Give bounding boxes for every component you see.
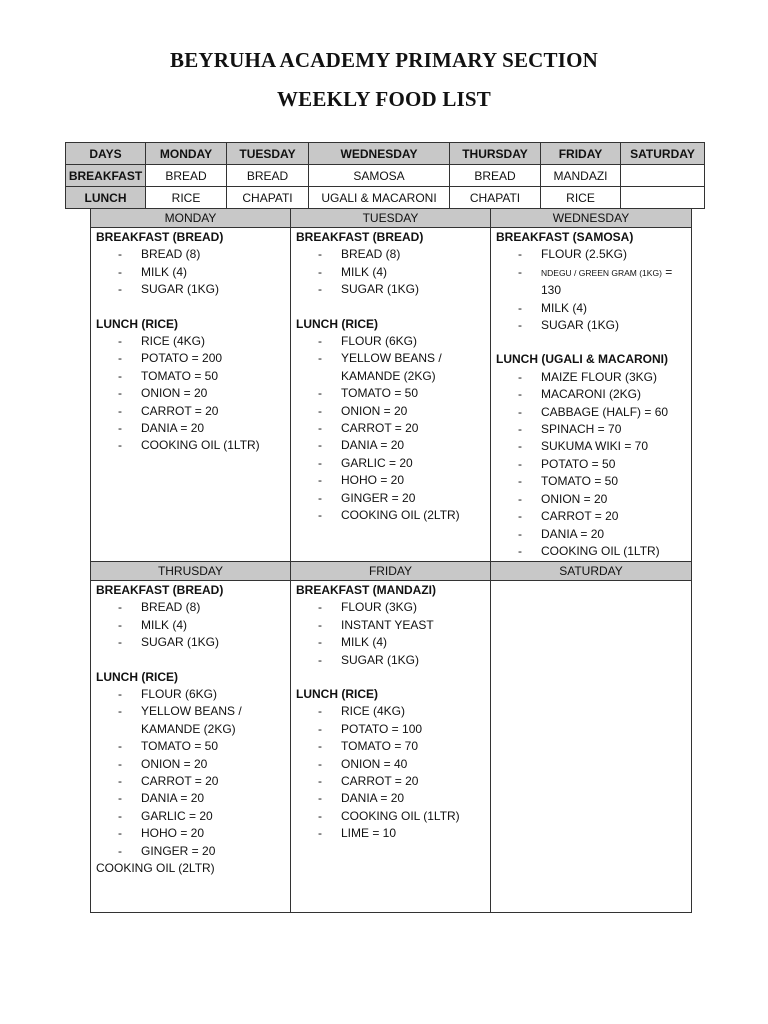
- list-item: - DANIA = 20: [96, 790, 285, 807]
- meal-title: BREAKFAST (BREAD): [296, 230, 424, 244]
- summary-breakfast-row: [66, 165, 705, 187]
- summary-lunch-row: [66, 187, 705, 209]
- list-item: - SUKUMA WIKI = 70: [496, 438, 686, 455]
- ingredient-list: [96, 599, 285, 651]
- summary-header-wednesday: WEDNESDAY: [309, 143, 450, 165]
- summary-cell: CHAPATI: [227, 187, 309, 209]
- list-item: - HOHO = 20: [96, 825, 285, 842]
- meal-title: LUNCH (UGALI & MACARONI): [496, 352, 668, 367]
- detail-header-row: [91, 209, 692, 228]
- wednesday-cell: [491, 228, 692, 562]
- summary-header-days: DAYS: [66, 143, 146, 165]
- list-item: - COOKING OIL (1LTR): [96, 437, 285, 454]
- list-item: - GINGER = 20: [296, 490, 485, 507]
- list-item: - YELLOW BEANS / KAMANDE (2KG): [296, 350, 485, 385]
- list-item: - TOMATO = 50: [496, 473, 686, 490]
- list-item: - COOKING OIL (2LTR): [296, 507, 485, 524]
- list-item: - FLOUR (6KG): [96, 686, 285, 703]
- summary-cell: MANDAZI: [541, 165, 621, 187]
- list-item: - MAIZE FLOUR (3KG): [496, 369, 686, 386]
- list-item: - POTATO = 200: [96, 350, 285, 367]
- list-item: - CABBAGE (HALF) = 60: [496, 404, 686, 421]
- list-item: - CARROT = 20: [96, 403, 285, 420]
- list-item: - LIME = 10: [296, 825, 485, 842]
- list-item: - COOKING OIL (1LTR): [296, 808, 485, 825]
- list-item: - BREAD (8): [296, 246, 485, 263]
- list-item: - HOHO = 20: [296, 472, 485, 489]
- ingredient-list: [296, 246, 485, 298]
- meal-title: LUNCH (RICE): [296, 316, 378, 331]
- list-item: - TOMATO = 50: [296, 385, 485, 402]
- day-header-thursday: THRUSDAY: [91, 562, 291, 581]
- tuesday-cell: [291, 228, 491, 562]
- summary-header-saturday: SATURDAY: [621, 143, 705, 165]
- ingredient-list: [496, 369, 686, 560]
- list-item: - DANIA = 20: [496, 526, 686, 543]
- meal-title: LUNCH (RICE): [96, 316, 178, 331]
- extra-ingredient: COOKING OIL (2LTR): [96, 861, 215, 876]
- list-item: - FLOUR (2.5KG): [496, 246, 686, 263]
- summary-cell: BREAD: [146, 165, 227, 187]
- weekly-summary-table: [65, 142, 705, 209]
- summary-cell: BREAD: [450, 165, 541, 187]
- detail-header-row: [91, 562, 692, 581]
- list-item: - ONION = 40: [296, 756, 485, 773]
- list-item: - SUGAR (1KG): [296, 652, 485, 669]
- list-item: - RICE (4KG): [296, 703, 485, 720]
- list-item: - MILK (4): [296, 264, 485, 281]
- list-item: - POTATO = 50: [496, 456, 686, 473]
- ingredient-list: [496, 246, 686, 334]
- list-item: - CARROT = 20: [296, 420, 485, 437]
- summary-row-label: LUNCH: [66, 187, 146, 209]
- meal-title: LUNCH (RICE): [296, 687, 378, 702]
- list-item: - SUGAR (1KG): [296, 281, 485, 298]
- summary-cell: RICE: [146, 187, 227, 209]
- summary-cell: [621, 187, 705, 209]
- list-item: - GARLIC = 20: [96, 808, 285, 825]
- friday-cell: [291, 581, 491, 913]
- meal-title: BREAKFAST (MANDAZI): [296, 583, 436, 597]
- day-header-friday: FRIDAY: [291, 562, 491, 581]
- list-item: - ONION = 20: [296, 403, 485, 420]
- document-title: BEYRUHA ACADEMY PRIMARY SECTION: [169, 48, 598, 72]
- detail-content-row: [91, 228, 692, 562]
- meal-title: BREAKFAST (BREAD): [96, 230, 224, 244]
- summary-header-row: [66, 143, 705, 165]
- daily-ingredients-table: [90, 208, 692, 913]
- list-item: [496, 264, 686, 300]
- list-item: - MILK (4): [496, 300, 686, 317]
- list-item: - GARLIC = 20: [296, 455, 485, 472]
- ingredient-list: [96, 333, 285, 455]
- list-item: - SUGAR (1KG): [96, 281, 285, 298]
- summary-cell: [621, 165, 705, 187]
- list-item: - BREAD (8): [96, 599, 285, 616]
- summary-header-friday: FRIDAY: [541, 143, 621, 165]
- ingredient-list: [96, 686, 285, 860]
- ingredient-list: [296, 703, 485, 842]
- list-item: - MILK (4): [96, 617, 285, 634]
- list-item: - COOKING OIL (1LTR): [496, 543, 686, 560]
- summary-header-tuesday: TUESDAY: [227, 143, 309, 165]
- list-item: - MILK (4): [296, 634, 485, 651]
- thursday-cell: [91, 581, 291, 913]
- list-item: - SPINACH = 70: [496, 421, 686, 438]
- list-item: - DANIA = 20: [96, 420, 285, 437]
- list-item: - TOMATO = 70: [296, 738, 485, 755]
- summary-header-monday: MONDAY: [146, 143, 227, 165]
- day-header-monday: MONDAY: [91, 209, 291, 228]
- green-gram-qty: = 130: [541, 264, 673, 298]
- list-item: - TOMATO = 50: [96, 368, 285, 385]
- day-header-saturday: SATURDAY: [491, 562, 692, 581]
- meal-title: LUNCH (RICE): [96, 669, 178, 684]
- summary-row-label: BREAKFAST: [66, 165, 146, 187]
- list-item: - POTATO = 100: [296, 721, 485, 738]
- ingredient-list: [296, 599, 485, 669]
- list-item: - TOMATO = 50: [96, 738, 285, 755]
- day-header-tuesday: TUESDAY: [291, 209, 491, 228]
- list-item: - DANIA = 20: [296, 437, 485, 454]
- list-item: - FLOUR (3KG): [296, 599, 485, 616]
- list-item: - CARROT = 20: [496, 508, 686, 525]
- document-subtitle: WEEKLY FOOD LIST: [276, 87, 492, 111]
- day-header-wednesday: WEDNESDAY: [491, 209, 692, 228]
- ingredient-list: [96, 246, 285, 298]
- green-gram-label: NDEGU / GREEN GRAM (1KG): [541, 267, 662, 278]
- list-item: - MACARONI (2KG): [496, 386, 686, 403]
- summary-cell: SAMOSA: [309, 165, 450, 187]
- list-item: - CARROT = 20: [296, 773, 485, 790]
- list-item: - RICE (4KG): [96, 333, 285, 350]
- list-item: - BREAD (8): [96, 246, 285, 263]
- list-item: - SUGAR (1KG): [496, 317, 686, 334]
- summary-header-thursday: THURSDAY: [450, 143, 541, 165]
- list-item: - INSTANT YEAST: [296, 617, 485, 634]
- list-item: - YELLOW BEANS / KAMANDE (2KG): [96, 703, 285, 738]
- summary-cell: BREAD: [227, 165, 309, 187]
- detail-content-row: [91, 581, 692, 913]
- meal-title: BREAKFAST (BREAD): [96, 583, 224, 597]
- list-item: - SUGAR (1KG): [96, 634, 285, 651]
- summary-cell: CHAPATI: [450, 187, 541, 209]
- list-item: - DANIA = 20: [296, 790, 485, 807]
- monday-cell: [91, 228, 291, 562]
- list-item: - ONION = 20: [96, 385, 285, 402]
- list-item: - FLOUR (6KG): [296, 333, 485, 350]
- saturday-cell: [491, 581, 692, 913]
- meal-title: BREAKFAST (SAMOSA): [496, 230, 634, 244]
- list-item: - ONION = 20: [96, 756, 285, 773]
- list-item: - GINGER = 20: [96, 843, 285, 860]
- list-item: - MILK (4): [96, 264, 285, 281]
- summary-cell: UGALI & MACARONI: [309, 187, 450, 209]
- list-item: - ONION = 20: [496, 491, 686, 508]
- ingredient-list: [296, 333, 485, 524]
- summary-cell: RICE: [541, 187, 621, 209]
- list-item: - CARROT = 20: [96, 773, 285, 790]
